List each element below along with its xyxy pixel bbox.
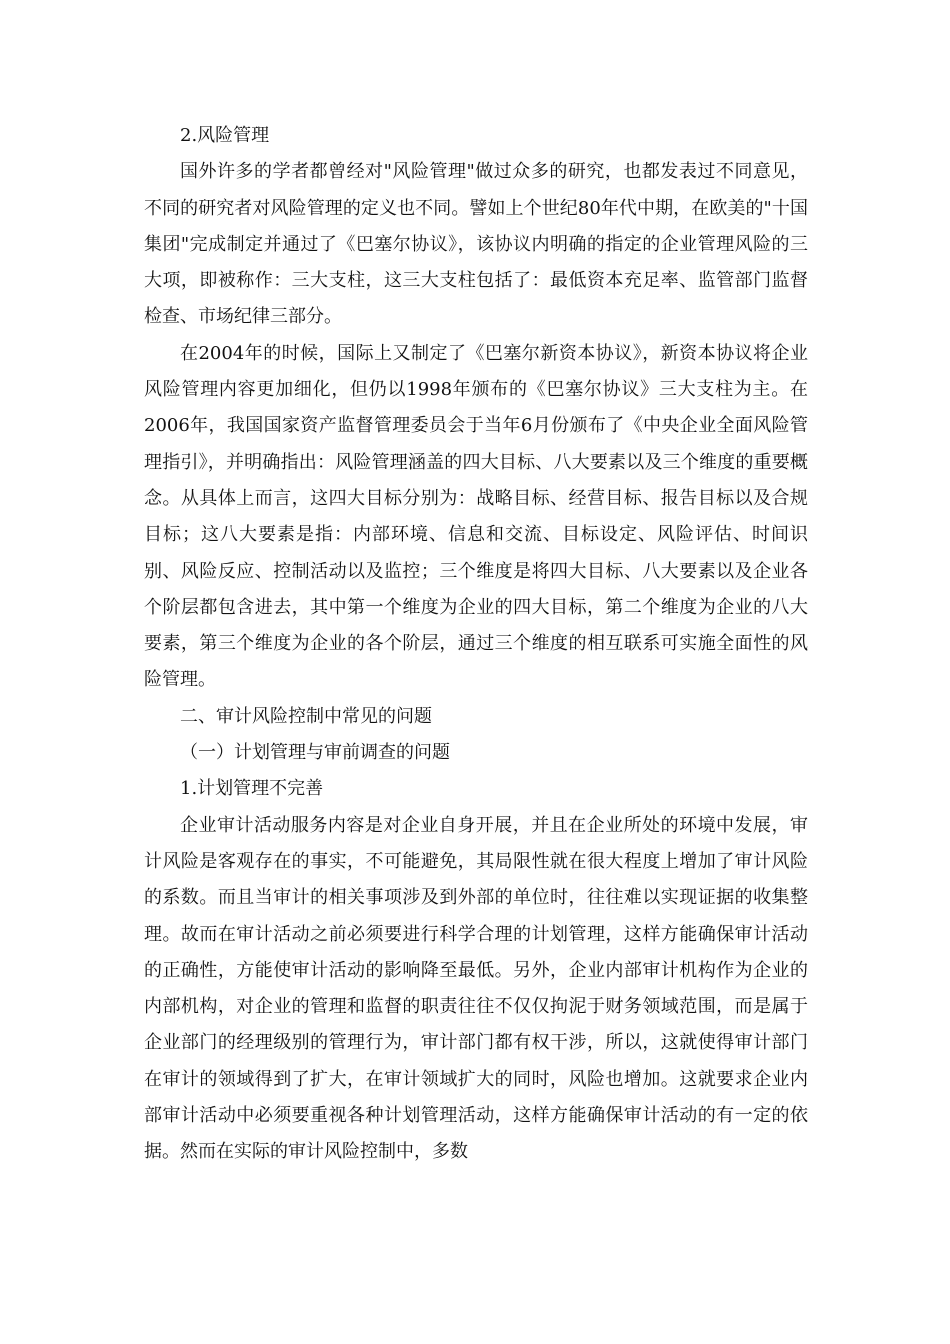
- paragraph-basel-accord: 国外许多的学者都曾经对"风险管理"做过众多的研究，也都发表过不同意见，不同的研究者对风险管理的定义也不同。譬如上个世纪80年代中期，在欧美的"十国集团"完成制定并通过了《巴塞尔协议》，该协议内明确的指定的企业管理风险的三大项，即被称作：三大支柱，这三大支柱包括了：最低资本充足率、监管部门监督检查、市场纪律三部分。: [144, 161, 808, 328]
- subsection-heading-planning: （一）计划管理与审前调查的问题: [180, 742, 450, 764]
- document-body: [144, 118, 808, 1171]
- paragraph-audit-planning: 企业审计活动服务内容是对企业自身开展，并且在企业所处的环境中发展，审计风险是客观存在的事实，不可能避免，其局限性就在很大程度上增加了审计风险的系数。而且当审计的相关事项涉及到外部的单位时，往往难以实现证据的收集整理。故而在审计活动之前必须要进行科学合理的计划管理，这样方能确保审计活动的正确性，方能使审计活动的影响降至最低。另外，企业内部审计机构作为企业的内部机构，对企业的管理和监督的职责往往不仅仅拘泥于财务领域范围，而是属于企业部门的经理级别的管理行为，审计部门都有权干涉，所以，这就使得审计部门在审计的领域得到了扩大，在审计领域扩大的同时，风险也增加。这就要求企业内部审计活动中必须要重视各种计划管理活动，这样方能确保审计活动的有一定的依据。然而在实际的审计风险控制中，多数: [144, 814, 808, 1163]
- section-heading-common-problems: 二、审计风险控制中常见的问题: [180, 705, 432, 727]
- section-heading-risk-management: 2.风险管理: [180, 125, 270, 146]
- paragraph-new-basel-accord: 在2004年的时候，国际上又制定了《巴塞尔新资本协议》，新资本协议将企业风险管理内容更加细化，但仍以1998年颁布的《巴塞尔协议》三大支柱为主。在2006年，我国国家资产监督管理委员会于当年6月份颁布了《中央企业全面风险管理指引》，并明确指出：风险管理涵盖的四大目标、八大要素以及三个维度的重要概念。从具体上而言，这四大目标分别为：战略目标、经营目标、报告目标以及合规目标；这八大要素是指：内部环境、信息和交流、目标设定、风险评估、时间识别、风险反应、控制活动以及监控；三个维度是将四大目标、八大要素以及企业各个阶层都包含进去，其中第一个维度为企业的四大目标，第二个维度为企业的八大要素，第三个维度为企业的各个阶层，通过三个维度的相互联系可实施全面性的风险管理。: [144, 342, 808, 691]
- subsection-heading-planning-incomplete: 1.计划管理不完善: [180, 778, 324, 800]
